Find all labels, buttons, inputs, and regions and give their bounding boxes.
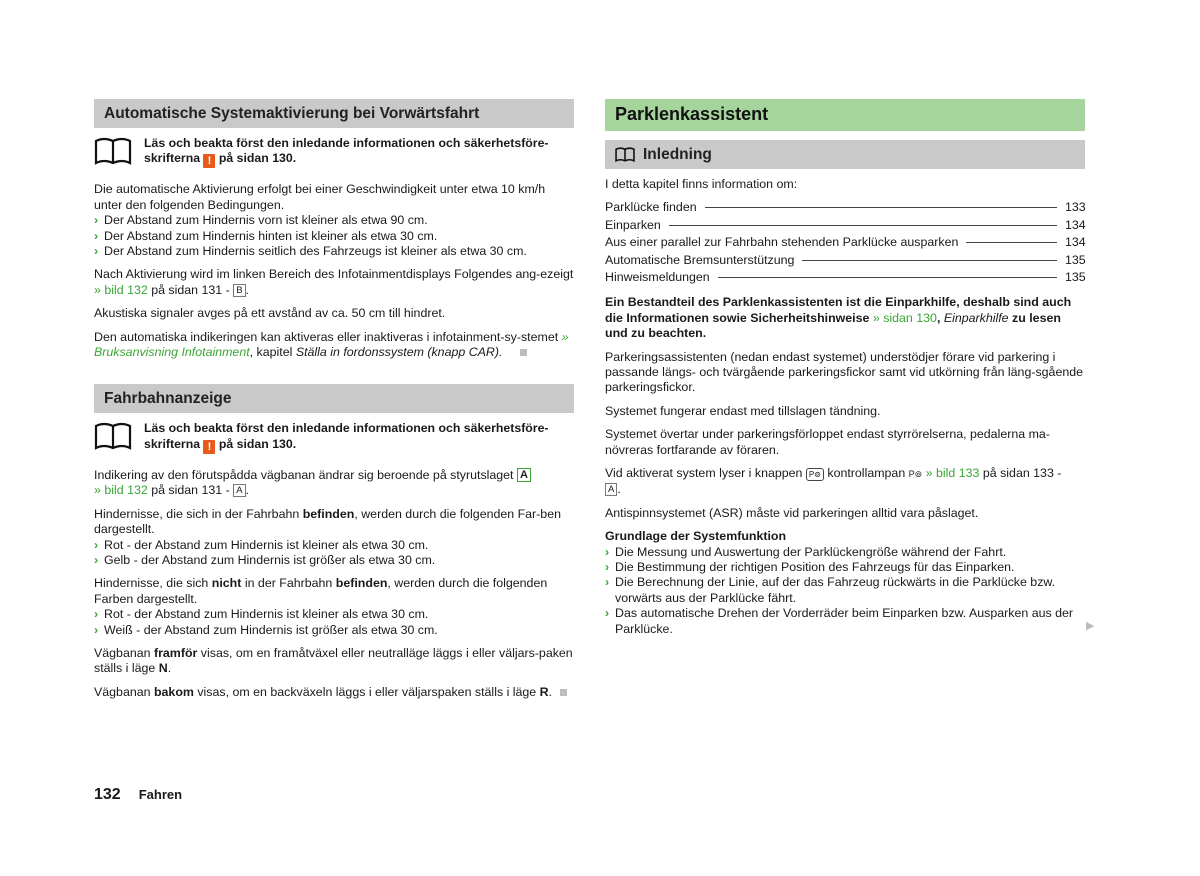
bullet-icon: › — [94, 244, 99, 259]
table-of-contents — [605, 200, 1085, 287]
page-number: 132 — [94, 786, 121, 803]
right-column — [605, 99, 1085, 637]
continue-arrow-icon: ▶ — [1086, 620, 1095, 632]
page-link[interactable]: » sidan 130 — [872, 310, 937, 325]
paragraph: Vägbanan framför visas, om en framåtväxel eller neutralläge läggs i eller väljars-paken ställs i läge N. — [94, 645, 573, 676]
chapter-title: Parklenkassistent — [605, 99, 1085, 131]
toc-row[interactable]: Automatische Bremsunterstützung 135 — [605, 252, 1086, 267]
toc-row[interactable]: Parklücke finden 133 — [605, 200, 1086, 215]
bullet-icon: › — [94, 622, 99, 637]
bullet-list — [94, 607, 574, 638]
paragraph: Den automatiska indikeringen kan aktiveras eller inaktiveras i infotainment-sy-stemet » Bruksanvisning Infotainment, kapitel Ställa in fordonssystem (knapp CAR). — [94, 329, 569, 360]
paragraph: Nach Aktivierung wird im linken Bereich des Infotainmentdisplays Folgendes ang-ezeigt » bild 132 på sidan 131 - B . — [94, 267, 574, 297]
safety-note: Läs och beakta först den inledande informationen och säkerhetsföre- skrifterna ! på sidan 130. — [94, 421, 574, 453]
toc-row[interactable]: Einparken 134 — [605, 217, 1086, 232]
paragraph: Akustiska signaler avges på ett avstånd av ca. 50 cm till hindret. — [94, 306, 446, 321]
paragraph: Vägbanan bakom visas, om en backväxeln läggs i eller väljarspaken ställs i läge R. — [94, 685, 574, 700]
paragraph: Hindernisse, die sich nicht in der Fahrbahn befinden, werden durch die folgenden Farben dargestellt. — [94, 576, 548, 606]
figure-link[interactable]: » bild 132 — [94, 282, 148, 297]
safety-note: Läs och beakta först den inledande informationen och säkerhetsföre- skrifterna ! på sidan 130. — [94, 136, 574, 168]
bullet-icon: › — [605, 560, 610, 575]
chapter-name: Fahren — [138, 787, 183, 802]
page-footer — [94, 786, 182, 804]
section-end-icon — [520, 349, 527, 356]
list-item: › Der Abstand zum Hindernis hinten ist kleiner als etwa 30 cm. — [94, 228, 438, 243]
section-end-icon — [560, 689, 567, 696]
list-item: › Die Bestimmung der richtigen Position des Fahrzeugs für das Einparken. — [605, 560, 1015, 575]
paragraph: Indikering av den förutspådda vägbanan ändrar sig beroende på styrutslaget A » bild 132 på sidan 131 - A . — [94, 468, 574, 499]
bullet-icon: › — [94, 552, 99, 567]
figure-label-box: B — [233, 284, 245, 297]
toc-row[interactable]: Aus einer parallel zur Fahrbahn stehenden Parklücke ausparken 134 — [605, 235, 1086, 250]
list-item: › Die Berechnung der Linie, auf der das Fahrzeug rückwärts in die Parklücke bzw. vorwärts aus der Parklücke fährt. — [605, 575, 1056, 605]
list-item: › Gelb - der Abstand zum Hindernis ist größer als etwa 30 cm. — [94, 552, 436, 567]
toc-row[interactable]: Hinweismeldungen 135 — [605, 269, 1086, 284]
book-icon — [615, 147, 635, 162]
list-item: › Das automatische Drehen der Vorderräder beim Einparken bzw. Ausparken aus der Parklücke. — [605, 606, 1074, 636]
park-assist-key-icon: P⊚ — [806, 468, 824, 481]
bullet-list — [94, 538, 574, 569]
bullet-list — [94, 213, 574, 259]
book-icon — [94, 137, 132, 165]
figure-label-box: A — [233, 484, 245, 497]
bullet-icon: › — [605, 606, 610, 621]
bullet-icon: › — [94, 228, 99, 243]
book-icon — [94, 422, 132, 450]
paragraph: Antispinnsystemet (ASR) måste vid parkeringen alltid vara påslaget. — [605, 505, 979, 520]
section-heading-fahrbahnanzeige: Fahrbahnanzeige — [94, 384, 574, 413]
paragraph: Hindernisse, die sich in der Fahrbahn befinden, werden durch die folgenden Far-ben dargestellt. — [94, 506, 561, 537]
paragraph: I detta kapitel finns information om: — [605, 177, 798, 191]
list-item: › Rot - der Abstand zum Hindernis ist kleiner als etwa 30 cm. — [94, 607, 429, 622]
paragraph: Systemet fungerar endast med tillslagen tändning. — [605, 403, 881, 418]
bullet-icon: › — [605, 544, 610, 559]
bullet-icon: › — [94, 213, 99, 228]
list-item: › Die Messung und Auswertung der Parklückengröße während der Fahrt. — [605, 544, 1007, 559]
left-column — [94, 99, 574, 700]
list-item: › Der Abstand zum Hindernis vorn ist kleiner als etwa 90 cm. — [94, 213, 428, 228]
park-assist-lamp-icon: P⊚ — [908, 469, 923, 480]
paragraph: Systemet övertar under parkeringsförloppet endast styrrörelserna, pedalerna ma-növreras fortfarande av föraren. — [605, 427, 1050, 457]
list-item: › Rot - der Abstand zum Hindernis ist kleiner als etwa 30 cm. — [94, 537, 429, 552]
warning-icon: ! — [203, 440, 215, 454]
figure-label-box: A — [605, 483, 617, 496]
figure-link[interactable]: » bild 132 — [94, 483, 148, 498]
bullet-icon: › — [94, 607, 99, 622]
paragraph: Die automatische Aktivierung erfolgt bei einer Geschwindigkeit unter etwa 10 km/h unter den folgenden Bedingungen. — [94, 182, 546, 212]
figure-link[interactable]: » bild 133 — [925, 466, 980, 481]
list-item: › Weiß - der Abstand zum Hindernis ist größer als etwa 30 cm. — [94, 622, 438, 637]
manual-link[interactable]: » Bruksanvisning Infotainment — [94, 329, 569, 360]
bullet-icon: › — [605, 575, 610, 590]
paragraph: Parkeringsassistenten (nedan endast systemet) understödjer förare vid parkering i passande längs- och tvärgående parkeringsfickor samt vid utkörning från läng-sgående parkeringsfickor. — [605, 349, 1084, 395]
warning-icon: ! — [203, 154, 215, 168]
subsection-title: Grundlage der Systemfunktion — [605, 529, 787, 544]
list-item: › Der Abstand zum Hindernis seitlich des Fahrzeugs ist kleiner als etwa 30 cm. — [94, 244, 527, 259]
section-heading-systemaktivierung: Automatische Systemaktivierung bei Vorwärtsfahrt — [94, 99, 574, 128]
paragraph: Vid aktiverat system lyser i knappen P⊚ kontrollampan P⊚ » bild 133 på sidan 133 - A . — [605, 466, 1062, 497]
section-heading-inledning: Inledning — [605, 140, 1085, 169]
figure-label-box: A — [517, 468, 531, 482]
bullet-icon: › — [94, 537, 99, 552]
bullet-list — [605, 545, 1085, 637]
paragraph-bold: Ein Bestandteil des Parklenkassistenten ist die Einparkhilfe, deshalb sind auch die Informationen sowie Sicherheitshinweise » sidan 130, Einparkhilfe zu lesen und zu beachten. — [605, 295, 1072, 341]
